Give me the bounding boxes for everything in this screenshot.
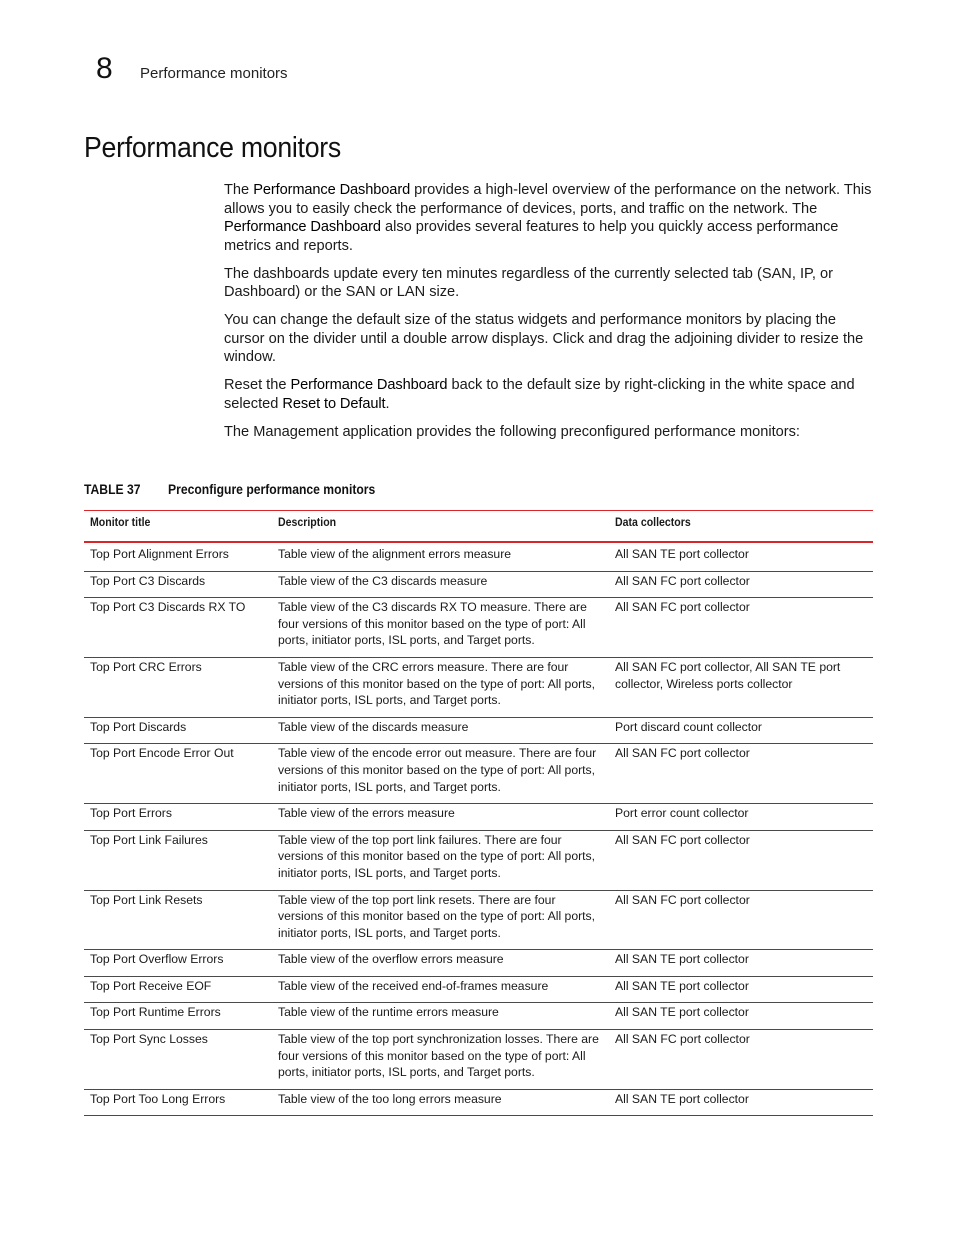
cell-description: Table view of the C3 discards RX TO measure. There are four versions of this monitor based on the type of port: All ports, initiator ports, ISL ports, and Target ports. xyxy=(272,598,609,658)
cell-monitor-title: Top Port Link Failures xyxy=(84,830,272,890)
cell-monitor-title: Top Port C3 Discards xyxy=(84,571,272,598)
cell-monitor-title: Top Port C3 Discards RX TO xyxy=(84,598,272,658)
cell-data-collectors: All SAN FC port collector xyxy=(609,890,873,950)
cell-description: Table view of the top port link failures. There are four versions of this monitor based on the type of port: All ports, initiator ports, ISL ports, and Target ports. xyxy=(272,830,609,890)
table-row xyxy=(84,744,873,804)
cell-description: Table view of the too long errors measure xyxy=(272,1089,609,1116)
cell-data-collectors: All SAN TE port collector xyxy=(609,1089,873,1116)
table-caption xyxy=(84,482,398,497)
table-row xyxy=(84,950,873,977)
table-row xyxy=(84,1030,873,1090)
table-title: Preconfigure performance monitors xyxy=(168,482,376,497)
cell-data-collectors: All SAN TE port collector xyxy=(609,542,873,571)
cell-monitor-title: Top Port Discards xyxy=(84,717,272,744)
text-run: Reset the xyxy=(224,377,291,394)
cell-monitor-title: Top Port Too Long Errors xyxy=(84,1089,272,1116)
cell-monitor-title: Top Port Overflow Errors xyxy=(84,950,272,977)
ui-term: Performance Dashboard xyxy=(224,219,381,236)
cell-data-collectors: All SAN FC port collector xyxy=(609,1030,873,1090)
text-run: also provides several features to help you quickly access performance metrics and reports. xyxy=(224,219,839,254)
cell-monitor-title: Top Port Sync Losses xyxy=(84,1030,272,1090)
cell-data-collectors: Port error count collector xyxy=(609,804,873,831)
table-row xyxy=(84,804,873,831)
paragraph-reset xyxy=(224,376,872,413)
cell-description: Table view of the overflow errors measure xyxy=(272,950,609,977)
text-run: provides a high-level overview of the performance on the network. This allows you to easily check the performance of devices, ports, and traffic on the network. The xyxy=(224,182,872,217)
cell-monitor-title: Top Port Errors xyxy=(84,804,272,831)
paragraph-table-intro: The Management application provides the following preconfigured performance monitors: xyxy=(224,423,800,440)
cell-monitor-title: Top Port Receive EOF xyxy=(84,976,272,1003)
text-run: The xyxy=(224,182,254,198)
body-text xyxy=(224,181,872,451)
cell-description: Table view of the runtime errors measure xyxy=(272,1003,609,1030)
monitors-table xyxy=(84,510,873,1116)
cell-data-collectors: All SAN FC port collector xyxy=(609,830,873,890)
cell-data-collectors: All SAN FC port collector xyxy=(609,598,873,658)
page-title: Performance monitors xyxy=(84,132,341,164)
cell-monitor-title: Top Port Link Resets xyxy=(84,890,272,950)
cell-description: Table view of the top port link resets. There are four versions of this monitor based on the type of port: All ports, initiator ports, ISL ports, and Target ports. xyxy=(272,890,609,950)
ui-term: Performance Dashboard xyxy=(253,182,411,198)
table-row xyxy=(84,890,873,950)
cell-monitor-title: Top Port CRC Errors xyxy=(84,657,272,717)
text-run: back to the default size by right-clicking in the white space and selected xyxy=(224,377,855,412)
table-row xyxy=(84,1003,873,1030)
cell-description: Table view of the encode error out measure. There are four versions of this monitor based on the type of port: All ports, initiator ports, ISL ports, and Target ports. xyxy=(272,744,609,804)
cell-data-collectors: All SAN FC port collector xyxy=(609,744,873,804)
cell-description: Table view of the CRC errors measure. There are four versions of this monitor based on the type of port: All ports, initiator ports, ISL ports, and Target ports. xyxy=(272,657,609,717)
paragraph-intro xyxy=(224,181,872,255)
header-label: Data collectors xyxy=(615,515,691,530)
chapter-number: 8 xyxy=(96,52,113,85)
cell-data-collectors: All SAN TE port collector xyxy=(609,950,873,977)
table-row xyxy=(84,717,873,744)
column-header-data-collectors xyxy=(609,511,873,543)
cell-description: Table view of the discards measure xyxy=(272,717,609,744)
cell-data-collectors: All SAN FC port collector, All SAN TE port collector, Wireless ports collector xyxy=(609,657,873,717)
cell-monitor-title: Top Port Encode Error Out xyxy=(84,744,272,804)
cell-data-collectors: All SAN TE port collector xyxy=(609,976,873,1003)
cell-description: Table view of the alignment errors measure xyxy=(272,542,609,571)
running-header-title: Performance monitors xyxy=(140,65,288,82)
table-row xyxy=(84,976,873,1003)
ui-term: Reset to Default xyxy=(282,395,386,412)
cell-description: Table view of the C3 discards measure xyxy=(272,571,609,598)
text-run: . xyxy=(385,395,390,412)
cell-monitor-title: Top Port Runtime Errors xyxy=(84,1003,272,1030)
table-row xyxy=(84,657,873,717)
ui-term: Performance Dashboard xyxy=(290,377,448,394)
header-label: Monitor title xyxy=(90,515,151,530)
table-header-row xyxy=(84,511,873,543)
column-header-monitor-title xyxy=(84,511,272,543)
paragraph-resize: You can change the default size of the status widgets and performance monitors by placing the cursor on the divider until a double arrow displays. Click and drag the adjoining divider to resize the window. xyxy=(224,312,864,366)
table-row xyxy=(84,598,873,658)
table-number: TABLE 37 xyxy=(84,482,141,497)
table-row xyxy=(84,571,873,598)
table-row xyxy=(84,830,873,890)
cell-monitor-title: Top Port Alignment Errors xyxy=(84,542,272,571)
column-header-description xyxy=(272,511,609,543)
cell-data-collectors: Port discard count collector xyxy=(609,717,873,744)
cell-description: Table view of the top port synchronization losses. There are four versions of this monitor based on the type of port: All ports, initiator ports, ISL ports, and Target ports. xyxy=(272,1030,609,1090)
paragraph-update-interval: The dashboards update every ten minutes regardless of the currently selected tab (SAN, IP, or Dashboard) or the SAN or LAN size. xyxy=(224,265,833,301)
cell-description: Table view of the errors measure xyxy=(272,804,609,831)
cell-description: Table view of the received end-of-frames measure xyxy=(272,976,609,1003)
header-label: Description xyxy=(278,515,337,530)
cell-data-collectors: All SAN TE port collector xyxy=(609,1003,873,1030)
table-row xyxy=(84,542,873,571)
cell-data-collectors: All SAN FC port collector xyxy=(609,571,873,598)
table-row xyxy=(84,1089,873,1116)
